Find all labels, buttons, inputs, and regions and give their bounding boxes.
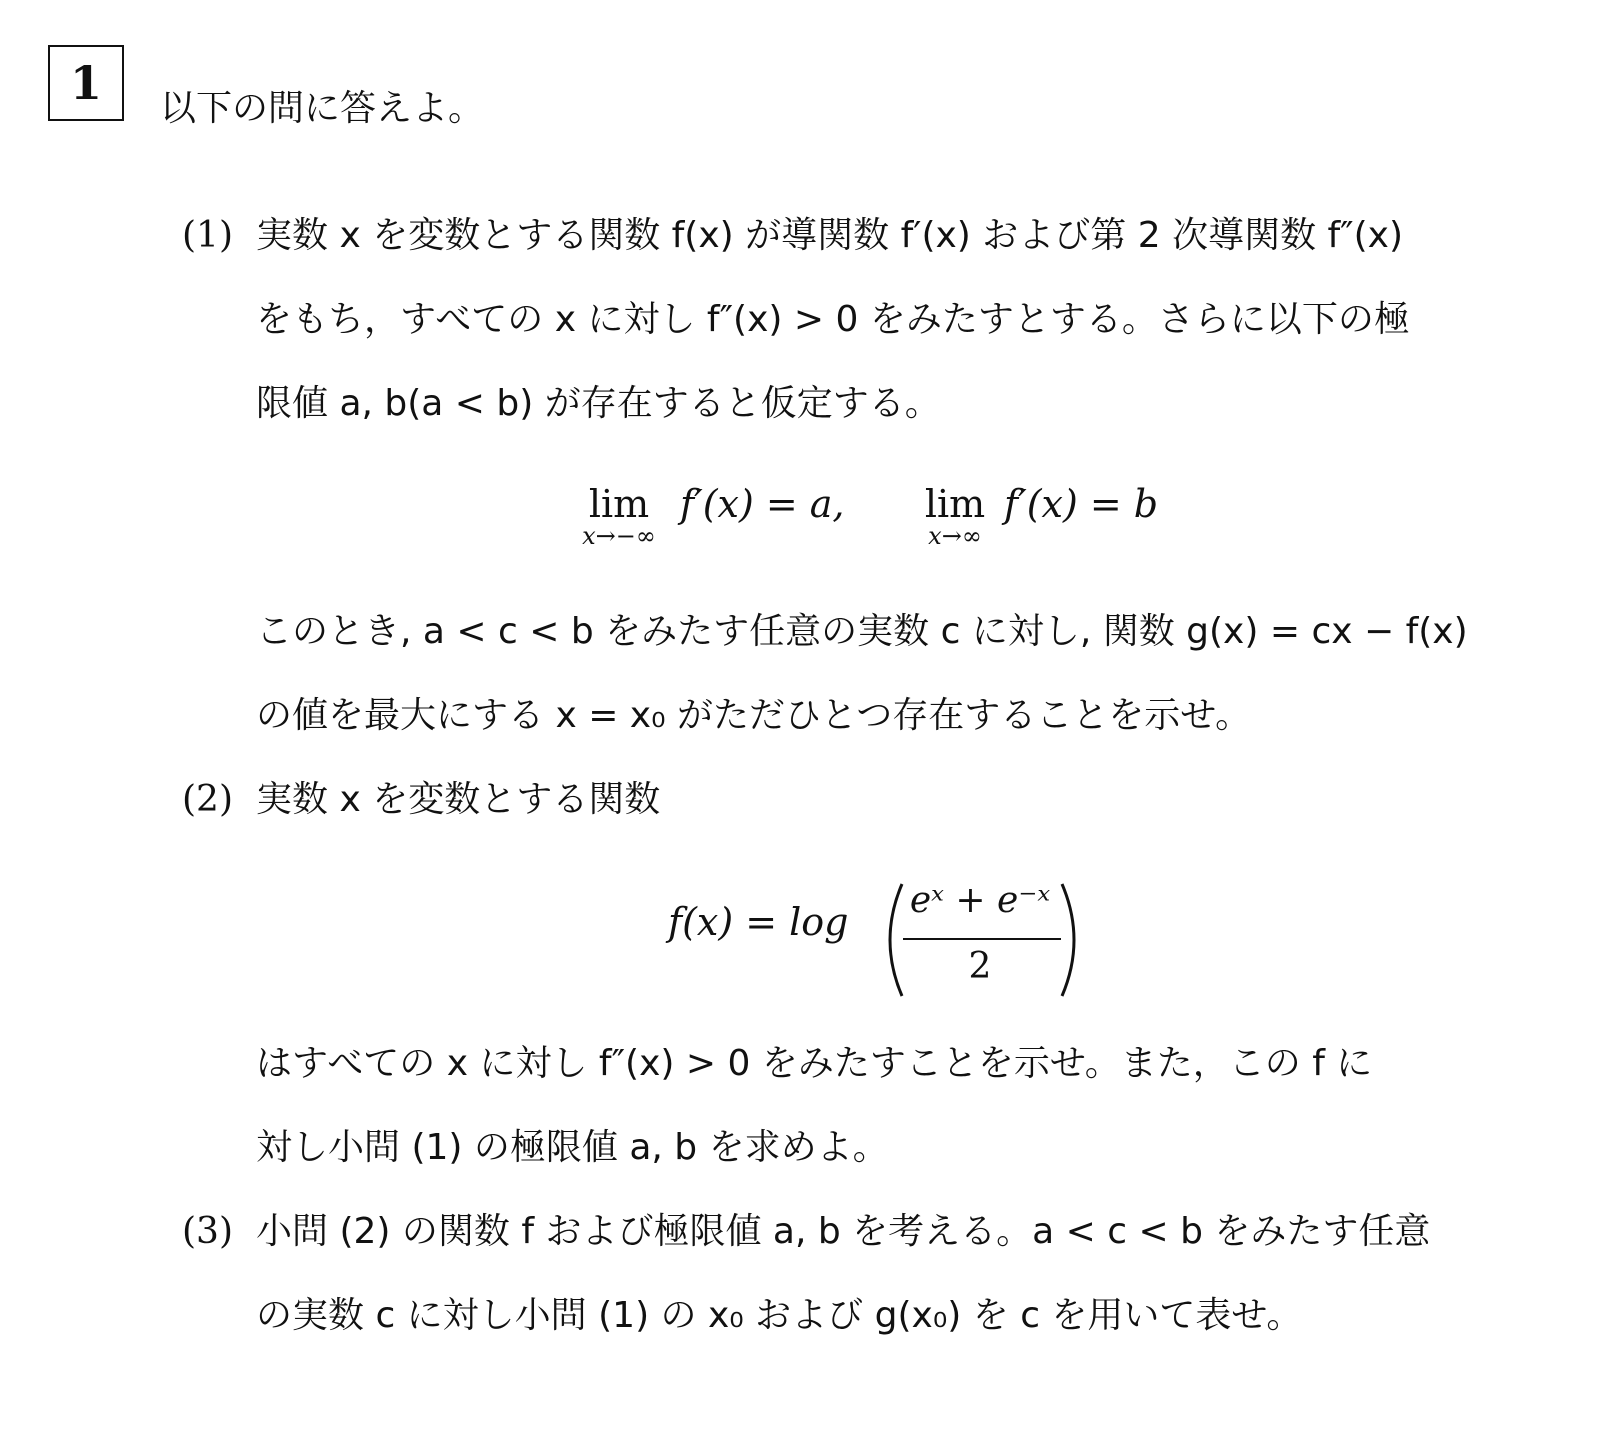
part1-line-3: 限値 a, b(a < b) が存在すると仮定する。 [256,383,941,424]
part2-line: 実数 x を変数とする関数 [256,779,661,820]
right-paren-icon [1056,880,1092,1000]
limit-right [915,482,995,550]
part2-after-2: 対し小問 (1) の極限値 a, b を求めよ。 [256,1127,889,1168]
limit-left-sub: x→−∞ [582,522,656,550]
part2-label: (2) [182,779,233,820]
part1-line-2: をもち，すべての x に対し f″(x) > 0 をみたすとする。さらに以下の極 [256,299,1410,340]
limit-left-body: f′(x) = a, [680,482,845,526]
part1-after-2: の値を最大にする x = x₀ がただひとつ存在することを示せ。 [256,695,1252,736]
part1-after-1: このとき, a < c < b をみたす任意の実数 c に対し, 関数 g(x) = cx − f(x) [256,611,1468,652]
problem-number-box [48,45,124,121]
part2-after-1: はすべての x に対し f″(x) > 0 をみたすことを示せ。また，この f に [256,1043,1373,1084]
part3-line-2: の実数 c に対し小問 (1) の x₀ および g(x₀) を c を用いて表せ。 [256,1295,1303,1336]
limit-left-lim: lim [588,482,650,526]
limit-right-sub: x→∞ [928,522,982,550]
limit-right-lim: lim [924,482,986,526]
fraction-bar [903,938,1061,940]
part2-formula-lhs: f(x) = log [668,900,849,944]
part3-line-1: 小問 (2) の関数 f および極限値 a, b を考える。a < c < b をみたす任意 [256,1211,1431,1252]
limit-left [565,482,673,550]
part2-formula-num: eˣ + e⁻ˣ [909,880,1051,921]
part1-line-1: 実数 x を変数とする関数 f(x) が導関数 f′(x) および第 2 次導関数 f″(x) [256,215,1404,256]
problem-intro: 以下の問に答えよ。 [160,88,485,129]
part2-formula-den: 2 [968,946,992,987]
limit-right-body: f′(x) = b [1004,482,1159,526]
problem-number: 1 [69,56,102,110]
part1-label: (1) [182,215,233,256]
part3-label: (3) [182,1211,233,1252]
